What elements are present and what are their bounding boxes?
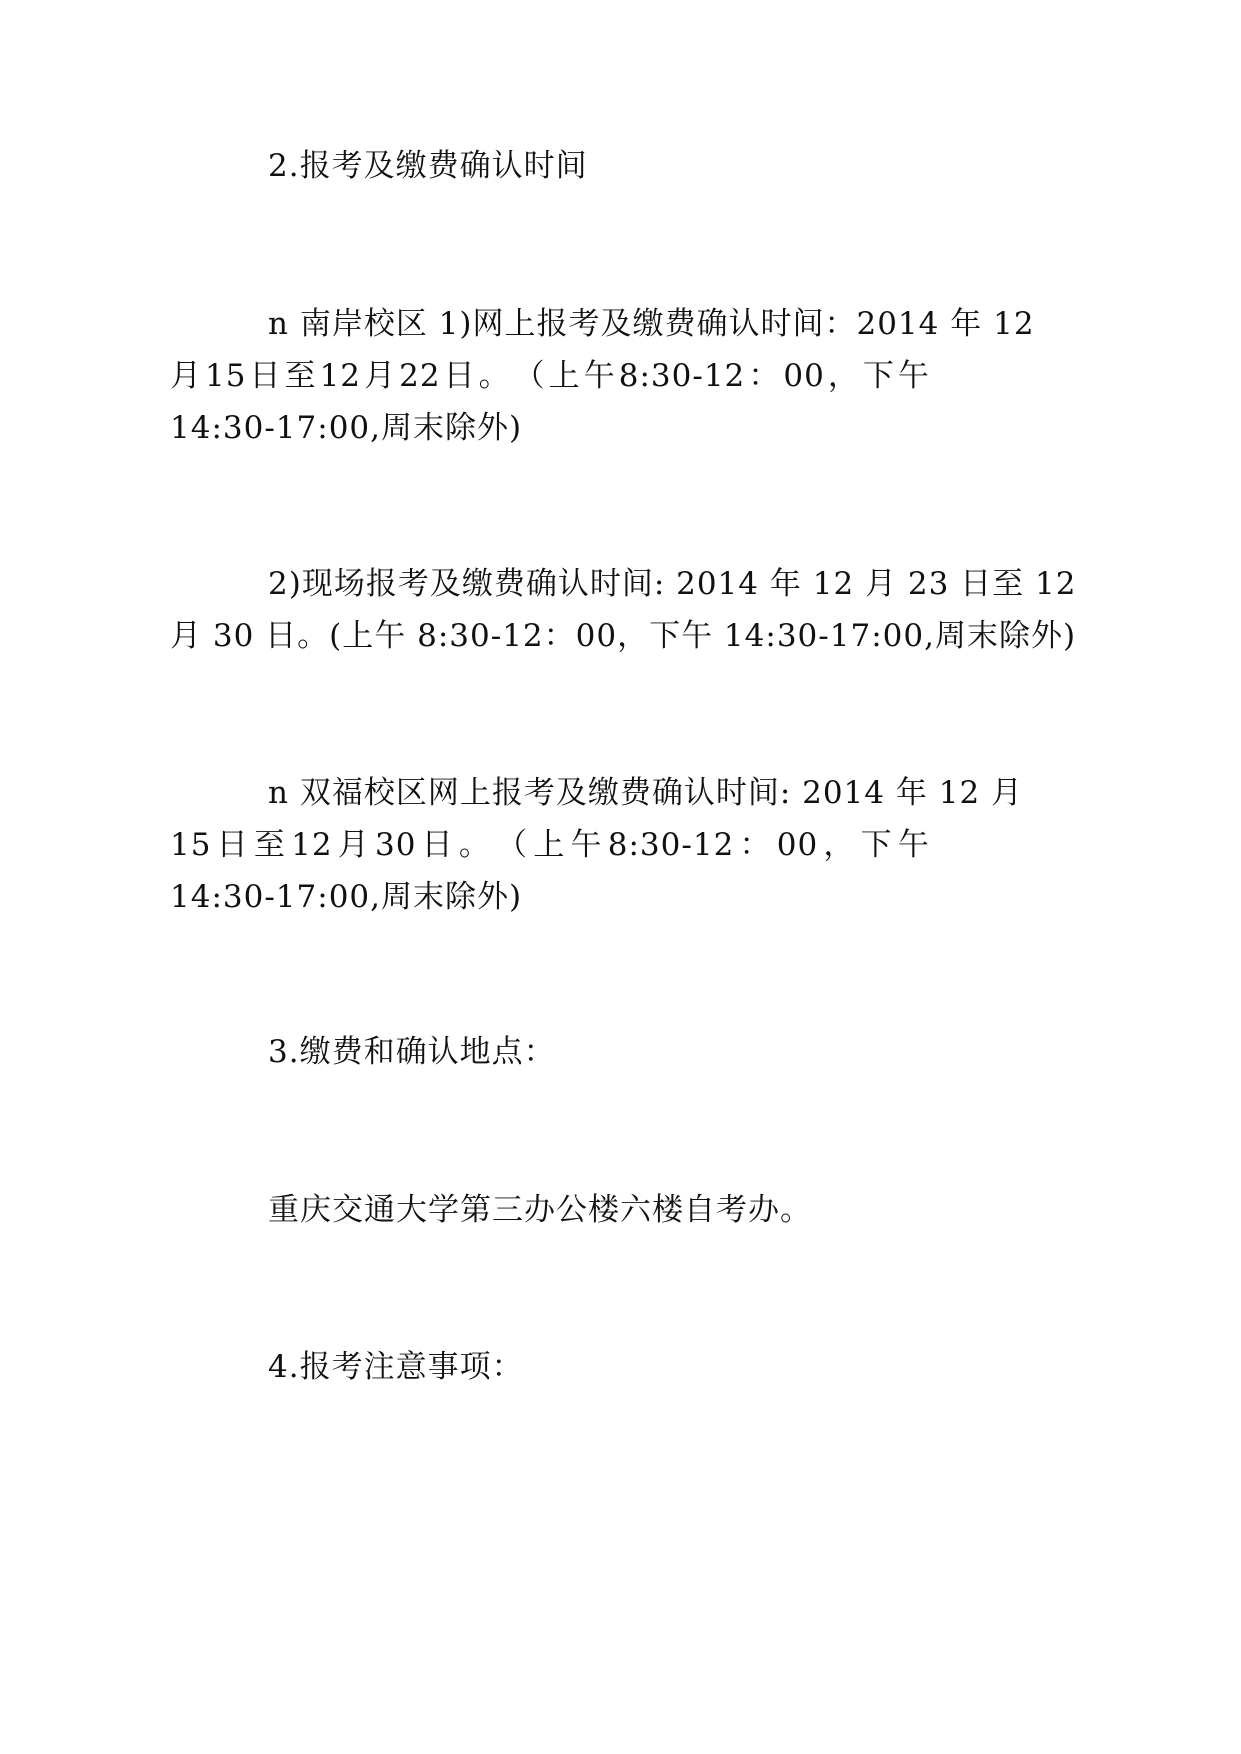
justified-text-part: ： <box>739 827 772 863</box>
justified-text-part: ： <box>748 358 781 394</box>
nanan-paragraph-line-1: n 南岸校区 1)网上报考及缴费确认时间：2014 年 12 <box>268 306 1035 342</box>
justified-text-part: ， <box>823 827 856 863</box>
justified-text-part: 午 <box>897 358 930 394</box>
justified-text-part: 上 <box>548 358 581 394</box>
justified-text-part: 上 <box>533 827 566 863</box>
justified-text-part: 至 <box>253 827 286 863</box>
onsite-paragraph-line-2: 月 30 日。(上午 8:30-12：00，下午 14:30-17:00,周末除外) <box>170 618 1077 654</box>
justified-text-part: （ <box>513 358 546 394</box>
justified-text-part: 日 <box>216 827 249 863</box>
justified-text-part: 至 <box>284 358 317 394</box>
justified-text-part: 00 <box>776 827 819 863</box>
justified-text-part: 30 <box>375 827 417 863</box>
justified-text-part: 月 <box>364 358 397 394</box>
justified-text-part: （ <box>496 827 529 863</box>
justified-text-part: 月 <box>170 358 202 394</box>
justified-text-part: 15 <box>170 827 212 863</box>
justified-text-part: 下 <box>862 358 895 394</box>
section-heading-3: 3.缴费和确认地点： <box>268 1034 556 1070</box>
justified-text-part: 15 <box>205 358 247 394</box>
justified-text-part: 8:30-12 <box>618 358 746 394</box>
shuangfu-paragraph-line-2 <box>170 825 930 865</box>
nanan-paragraph-line-3: 14:30-17:00,周末除外) <box>170 410 523 446</box>
shuangfu-paragraph-line-1: n 双福校区网上报考及缴费确认时间: 2014 年 12 月 <box>268 775 1024 811</box>
justified-text-part: 月 <box>337 827 370 863</box>
onsite-paragraph-line-1: 2)现场报考及缴费确认时间: 2014 年 12 月 23 日至 12 <box>268 566 1077 602</box>
justified-text-part: 午 <box>583 358 616 394</box>
justified-text-part: 12 <box>319 358 362 394</box>
section-heading-2: 2.报考及缴费确认时间 <box>268 148 588 184</box>
location-paragraph: 重庆交通大学第三办公楼六楼自考办。 <box>268 1192 812 1228</box>
justified-text-part: 午 <box>570 827 603 863</box>
justified-text-part: 日 <box>249 358 282 394</box>
justified-text-part: 日 <box>421 827 454 863</box>
section-heading-4: 4.报考注意事项： <box>268 1349 524 1385</box>
justified-text-part: 12 <box>291 827 333 863</box>
justified-text-part: 8:30-12 <box>607 827 735 863</box>
justified-text-part: 午 <box>897 827 930 863</box>
justified-text-part: 下 <box>860 827 893 863</box>
shuangfu-paragraph-line-3: 14:30-17:00,周末除外) <box>170 879 523 915</box>
justified-text-part: 。 <box>458 827 491 863</box>
justified-text-part: ， <box>827 358 860 394</box>
justified-text-part: 。 <box>478 358 511 394</box>
justified-text-part: 00 <box>783 358 825 394</box>
nanan-paragraph-line-2 <box>170 356 930 396</box>
justified-text-part: 22 <box>399 358 441 394</box>
justified-text-part: 日 <box>443 358 476 394</box>
